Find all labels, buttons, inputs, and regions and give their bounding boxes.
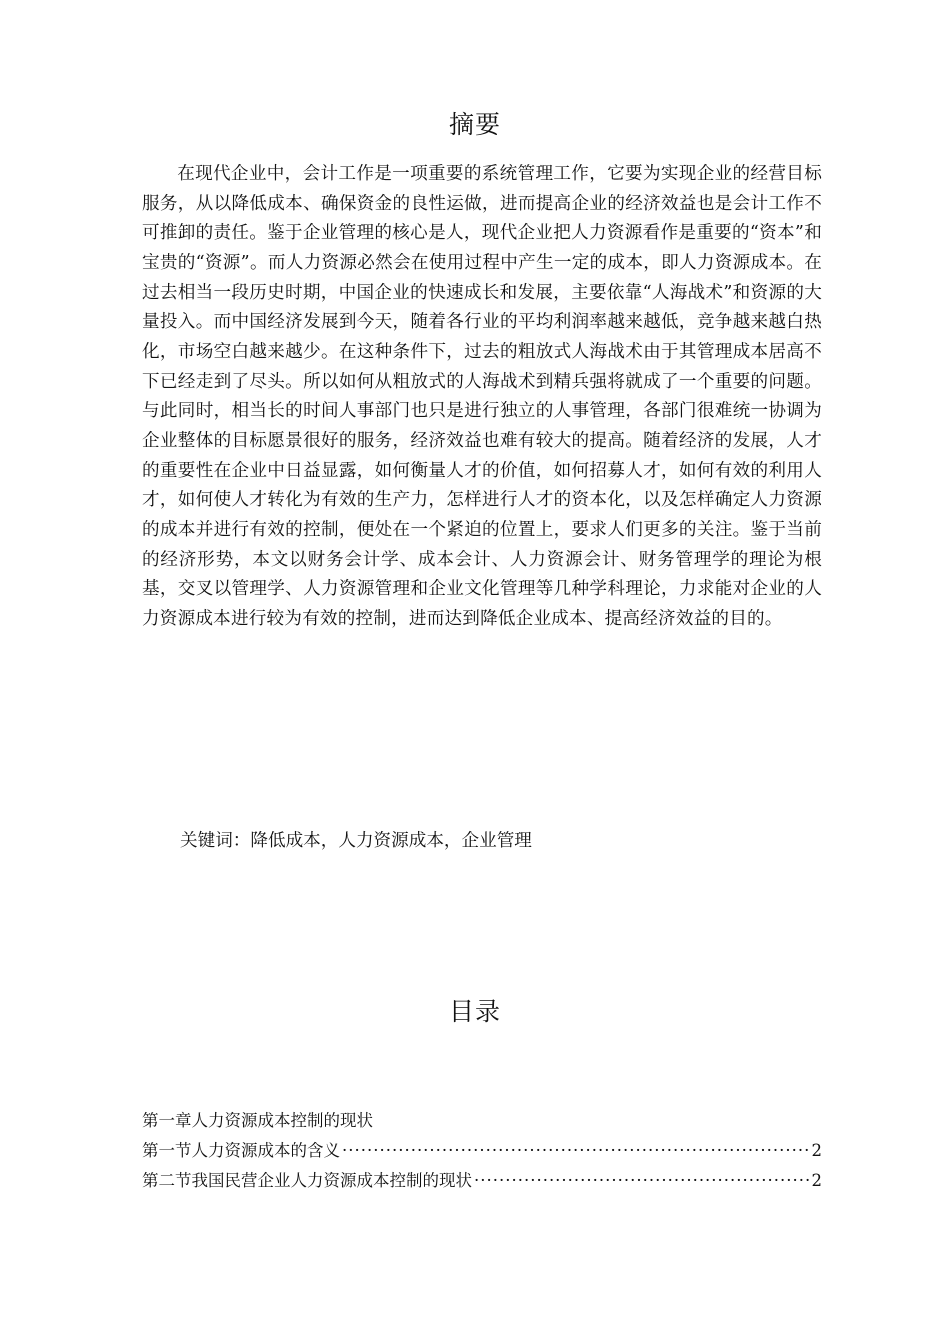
toc-title: 目录 <box>448 997 501 1026</box>
toc-entry-label: 第一节人力资源成本的含义 <box>142 1141 340 1160</box>
toc-chapter[interactable] <box>142 1106 822 1136</box>
abstract-title: 摘要 <box>448 110 501 139</box>
keywords: 关键词：降低成本，人力资源成本，企业管理 <box>180 831 532 851</box>
abstract-body: 在现代企业中，会计工作是一项重要的系统管理工作，它要为实现企业的经营目标服务，从以降低成本、确保资金的良性运做，进而提高企业的经济效益也是会计工作不可推卸的责任。鉴于企业管理的核心是人，现代企业把人力资源看作是重要的“资本”和宝贵的“资源”。而人力资源必然会在使用过程中产生一定的成本，即人力资源成本。在过去相当一段历史时期，中国企业的快速成长和发展，主要依靠“人海战术”和资源的大量投入。而中国经济发展到今天，随着各行业的平均利润率越来越低，竞争越来越白热化，市场空白越来越少。在这种条件下，过去的粗放式人海战术由于其管理成本居高不下已经走到了尽头。所以如何从粗放式的人海战术到精兵强将就成了一个重要的问题。与此同时，相当长的时间人事部门也只是进行独立的人事管理，各部门很难统一协调为企业整体的目标愿景很好的服务，经济效益也难有较大的提高。随着经济的发展，人才的重要性在企业中日益显露，如何衡量人才的价值，如何招募人才，如何有效的利用人才，如何使人才转化为有效的生产力，怎样进行人才的资本化，以及怎样确定人力资源的成本并进行有效的控制，便处在一个紧迫的位置上，要求人们更多的关注。鉴于当前的经济形势，本文以财务会计学、成本会计、人力资源会计、财务管理学的理论为根基，交叉以管理学、人力资源管理和企业文化管理等几种学科理论，力求能对企业的人力资源成本进行较为有效的控制，进而达到降低企业成本、提高经济效益的目的。 <box>142 164 822 629</box>
toc-entry-page: 2 <box>811 1141 822 1160</box>
toc-chapter-label: 第一章人力资源成本控制的现状 <box>142 1111 373 1130</box>
toc-entry-page: 2 <box>811 1171 822 1190</box>
toc-entry-label: 第二节我国民营企业人力资源成本控制的现状 <box>142 1171 472 1190</box>
toc-leader-dots <box>342 1136 810 1166</box>
toc-entry[interactable] <box>142 1166 822 1196</box>
toc-entry[interactable] <box>142 1136 822 1166</box>
toc-leader-dots <box>474 1166 810 1196</box>
table-of-contents <box>142 1106 822 1196</box>
